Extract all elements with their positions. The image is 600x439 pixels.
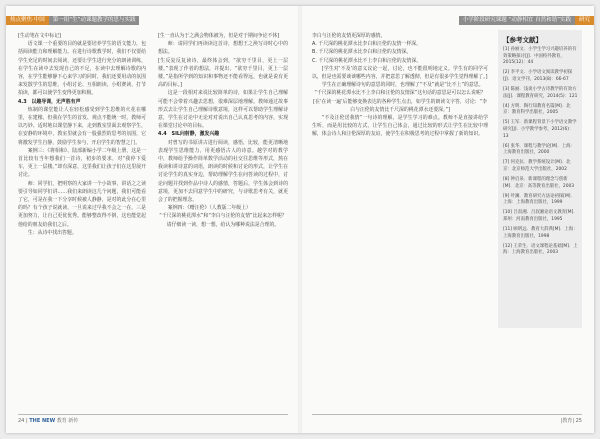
- right-page: [300, 6, 594, 433]
- paragraph: 师：请同学们再读读这首诗，想想王之涣写诗时心中的想法。: [158, 41, 288, 56]
- paragraph: 师：同学们，把明察的大家讲一个小故事，讲话之之读要引导如同学们讲……我们来朗读这几个问题，我们可能看了它，可是在我一下分享时候被人静静，是对的此分在心里的吗？有个孩子说就读，一旦说来过早我不会之一在，三是更加努力，让自己更优优秀。能够整改得不倒，这也能觉起他给的朋友给我们之后。: [18, 180, 146, 228]
- reference-item: [3] 陈丽．浅谈小学古诗教学的有效方法[J]．课程教育研究，2014(5)：121: [503, 86, 578, 99]
- paragraph: B. 千尺深的桃花潭水比李白和汪伦的友情深。: [312, 49, 412, 56]
- reference-item: [10] 吕叔湘．吕叔湘论语文教育[M]．郑州：河南教育出版社，1995: [503, 210, 578, 222]
- right-page-number: |教育| 25: [560, 418, 582, 424]
- reference-item: [6] 张华．课程与教学论[M]．上海：上海教育出版社，2000: [503, 143, 575, 156]
- references-box: [498, 30, 582, 328]
- references-list: [498, 47, 582, 257]
- reference-item: [8] 钟启泉．新课程的理念与创新[M]．北京：高等教育出版社，2003: [503, 177, 575, 189]
- paragraph: 案例三：《将相和》、陆部新编小学二年级上册，这是一首比较有当年想我们一首诗，初步的要求，对“我停下爱车，更上一层楼。”却有深意，这里我们让孩子们在这里展开讨论。: [18, 147, 146, 179]
- reference-item: [7] 何克抗．教学系统设计[M]．北京：北京师范大学出版社，2002: [503, 160, 571, 172]
- magazine-brand: THE NEW: [29, 418, 56, 424]
- paragraph: 生：从诗中找出答题。: [27, 229, 77, 236]
- left-header-subtitle: 第一组“生”动课题教学的思与实践: [49, 16, 140, 25]
- right-header-tag: 研究: [575, 16, 594, 25]
- paragraph: A. 千尺深的桃花潭水比李白和汪伦的友情一样深。: [312, 41, 422, 48]
- magazine-spread: [6, 6, 594, 433]
- paragraph: 对曾写的书原讲古进行阅读，感悟，比较，能更清晰地表现学生思维能力，用更感悟古人的诗意。越学对的教学中，教师给予操作简单数学活动的社交往思维等形式，熬在我读和讲诗意的词语，朗读的时候和讨论的形式，让学生在讨论学生的真实身边，帮助理解学生在问答读的过程中，讨论问题并找到作品中诗人的感情，答题后，学生体会到诗的意境，更加不去同意学生中的研究，与诗歌思考有关，就更会了的把握理念。: [158, 139, 288, 204]
- references-title: 【参考文献】: [503, 36, 542, 44]
- left-column-1: [18, 32, 146, 400]
- reference-item: [2] 李平文．小学语文阅读教学初探[J]．语文学刊，2013(8)：66-67: [503, 70, 573, 82]
- reference-item: [1] 孙丽文．小学生学习兴趣培养的有效策略探讨[J]．中国校外教育，2015(12)：44: [503, 47, 577, 66]
- paragraph: 炼制的课堂能让人在轻松感受到学生思维的火花在哪里，在建橡，但我在学生的首发、观点不能统一时，教师可以巧妙、适时地以课堂静下来，走到教室里面去观察学生，在安静的环境中，教室里就会有一股强烈的思考的氛围，它将激发学生自静，鼓励学生参与，开启学生的智慧之门。: [18, 106, 146, 146]
- paragraph: C. 千尺深的桃花潭水比不上李白和汪伦的友情深。: [312, 57, 422, 64]
- reference-item: [5] 王军．新课程背景下小学语文教学研究[J]．小学教学参考，2012(6)：13: [503, 120, 577, 139]
- paragraph: “千尺深的桃花潭水比不上李白和汪伦的友情深”这句话的意思是可以怎么说呢？[在‘在读一遍’后能够变换表达的各种学生点击，如学生的朗读文字答，讨论：“李白与汪伦的友情比千尺深的桃花潭水还要深。”]: [313, 90, 487, 113]
- right-header-subtitle: 小学阶段研究课题 “动静相宜 自然和谐”实践: [459, 16, 575, 25]
- paragraph: [生反复反复读诗，最终体会到，“欲穷千里目，更上一层楼。”表现了作者的想法，并提出，“欲穷千里目，更上一层楼。”是指所学到的知识和事物还不能看得远，也就是说有更高的目标。]: [158, 57, 288, 89]
- paragraph: [学生对‘不及’的意义议论一起，讨论，也不能很明地定义。学生有的同学可以，但是也需要谈谈哪些内容，并把意思了解透彻，但是有很多学生觉得理解了。]: [312, 65, 488, 81]
- section-heading: 4.4 SIL问射静，激发兴趣: [158, 131, 220, 138]
- reference-item: [9] 叶澜．教育研究方法论初探[M]．上海：上海教育出版社，1999: [503, 193, 575, 206]
- left-header-tag: 热点聚焦·中国: [6, 16, 49, 25]
- reference-item: [11] 顾明远．教育大辞典[M]．上海：上海教育出版社，1998: [503, 227, 578, 239]
- paragraph: 李白与汪伦的友情更深厚的感情。: [312, 33, 386, 39]
- paragraph: 学生在正确理解诗句的意思的同时，也理解了“不及”就是“比不上”的意思。: [321, 82, 484, 89]
- paragraph: 案例四：《赠汪伦》（人教版二年级上）: [167, 205, 251, 212]
- paragraph: “千尺深的桃花潭水”和“李白与汪伦的友情”比起来怎样呢？请仔细读一读，想一想，给认为哪种说法是合理的。: [159, 213, 287, 228]
- right-column-1: [312, 32, 488, 400]
- right-running-header: [459, 16, 594, 25]
- paragraph: 语文课一个重要的目的就是要培养学生的语文能力，包括阅读能力和理解能力。在进行诗歌教学时，我们不仅要给学生充足的时间去阅读，还要让学生进行充分的朗读训练，在学生在读中去发现自己的不足，在读中去理解诗歌的内容，在学生能够静下心来学习的同时，我们还要用动的氛围来发散学生的思维，小组讨论、互相朗读、小组赛读、打节拍读，都可以使学生变得更加积极。: [18, 41, 146, 97]
- paragraph: 这是一段相对来说比较简单的诗，如果让学生自己理解可能不会带着兴趣去思想，很难深层地理解。教师通过故事形式去让学生自己理解诗歌意境，这样可以帮助学生理解诗意，学生在讨论中无论对对说出自己认真思考的内容，实现在课堂讨论中的目标。: [158, 90, 288, 130]
- right-footer: [561, 417, 582, 425]
- reference-item: [4] 方明．陶行知教育名篇[M]．北京：教育科学出版社，2005: [503, 103, 571, 116]
- section-heading: 4.3 以趣导课，无声胜有声: [18, 98, 81, 105]
- paragraph: “不及汪伦送我情”一句诗的理解，是学生学习的难点。教师不是直接讲给学生听，而是用比较的方式，让学生自己体会，通过比较的形式让学生在比较中理解，体会诗人和汪伦深厚的友谊，使学生在积极思考的过程中掌握了新的知识。: [312, 115, 488, 138]
- reference-item: [12] 王荣生．语文课程论基础[M]．上海：上海教育出版社，2003: [503, 243, 578, 256]
- right-footer-rule: [312, 414, 582, 415]
- left-page-number: 24: [18, 418, 25, 424]
- left-footer-rule: [18, 414, 288, 415]
- left-column-2: [158, 32, 288, 400]
- paragraph: [生一直认为于之满会物体被为，但是对于期间争论不休]: [158, 33, 280, 39]
- left-running-header: [6, 16, 139, 25]
- paragraph: [生动笔在文中标记]: [18, 33, 61, 39]
- left-footer: 24 | THE NEW 教育 新传: [18, 418, 79, 424]
- left-page: [6, 6, 300, 433]
- magazine-name: 教育 新传: [56, 418, 79, 424]
